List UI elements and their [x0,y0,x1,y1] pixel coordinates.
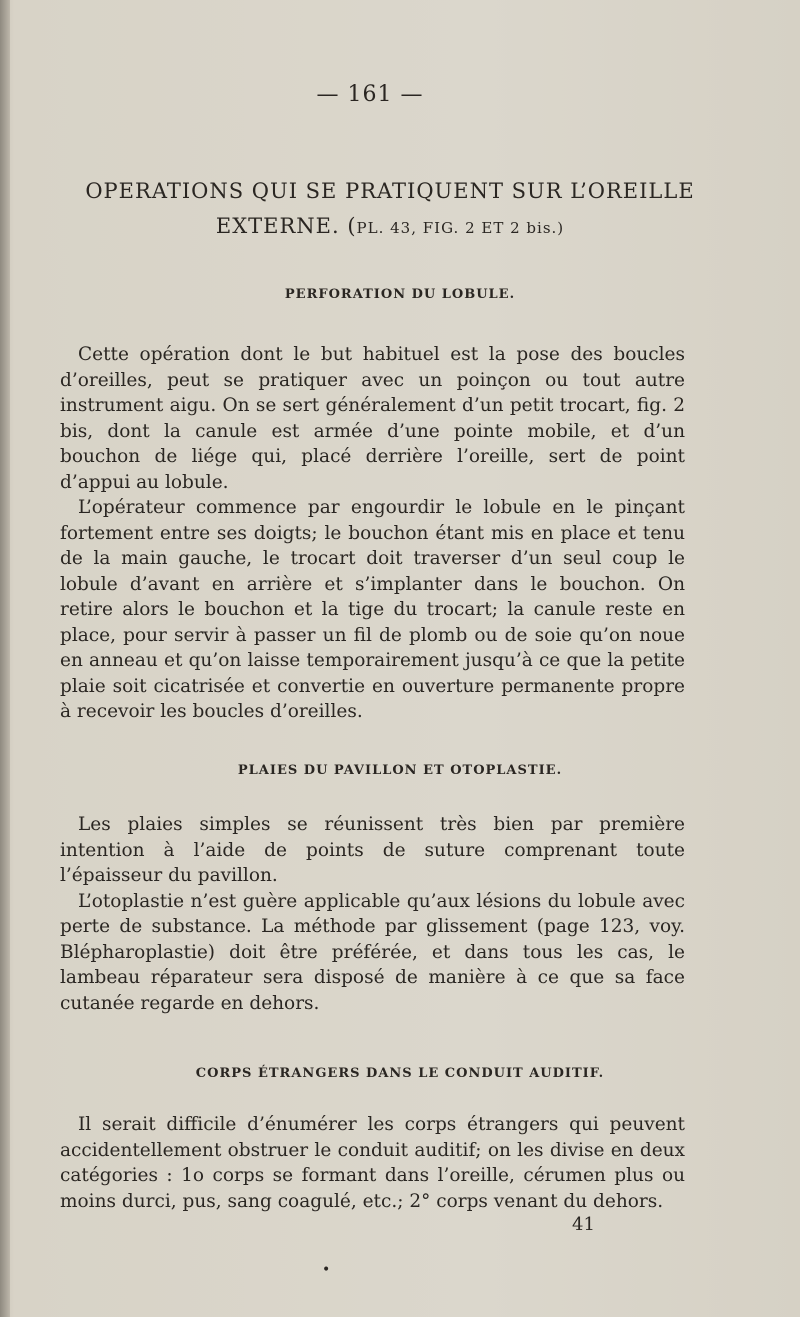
paragraph: Les plaies simples se réunissent très bien par première intention à l’aide de points de suture comprenant toute l’épaisseur du pavillon. [60,814,685,886]
section-body-corps-etrangers [60,1112,685,1214]
paragraph: Il serait difficile d’énumérer les corps étrangers qui peuvent accidentellement obstruer le conduit auditif; on les divise en deux catégories : 1o corps se formant dans l’oreille, cérumen plus ou moins durci, pus, sang coagulé, etc.; 2° corps venant du dehors. [60,1114,685,1212]
chapter-title-line-2 [60,212,720,242]
chapter-title-line-1: OPERATIONS QUI SE PRATIQUENT SUR L’OREILLE [85,179,695,203]
signature-mark: 41 [572,1214,595,1235]
paragraph: L’otoplastie n’est guère applicable qu’aux lésions du lobule avec perte de substance. La méthode par glissement (page 123, voy. Blépharoplastie) doit être préférée, et dans tous les cas, le lambeau réparateur sera disposé de manière à ce que sa face cutanée regarde en dehors. [60,890,685,1014]
chapter-title-plate-reference: PL. 43, FIG. 2 ET 2 bis.) [356,219,565,237]
paragraph: Cette opération dont le but habituel est la pose des boucles d’oreilles, peut se pratiquer avec un poinçon ou tout autre instrument aigu. On se sert généralement d’un petit trocart, fig. 2 bis, dont la canule est armée d’une pointe mobile, et d’un bouchon de liége qui, placé derrière l’oreille, sert de point d’appui au lobule. [60,344,685,493]
page-number: — 161 — [316,82,424,107]
section-body-plaies [60,812,685,1016]
chapter-title-main: EXTERNE. ( [215,214,357,238]
bottom-ornament: • [322,1262,331,1278]
page-binding-edge [0,0,10,1317]
section-heading-perforation: PERFORATION DU LOBULE. [284,287,516,302]
section-heading-corps-etrangers: CORPS ÉTRANGERS DANS LE CONDUIT AUDITIF. [195,1066,605,1081]
paragraph: L’opérateur commence par engourdir le lobule en le pinçant fortement entre ses doigts; le bouchon étant mis en place et tenu de la main gauche, le trocart doit traverser d’un seul coup le lobule d’avant en arrière et s’implanter dans le bouchon. On retire alors le bouchon et la tige du trocart; la canule reste en place, pour servir à passer un fil de plomb ou de soie qu’on noue en anneau et qu’on laisse temporairement jusqu’à ce que la petite plaie soit cicatrisée et convertie en ouverture permanente propre à recevoir les boucles d’oreilles. [60,497,685,722]
section-body-perforation [60,342,685,725]
section-heading-plaies: PLAIES DU PAVILLON ET OTOPLASTIE. [237,763,563,778]
